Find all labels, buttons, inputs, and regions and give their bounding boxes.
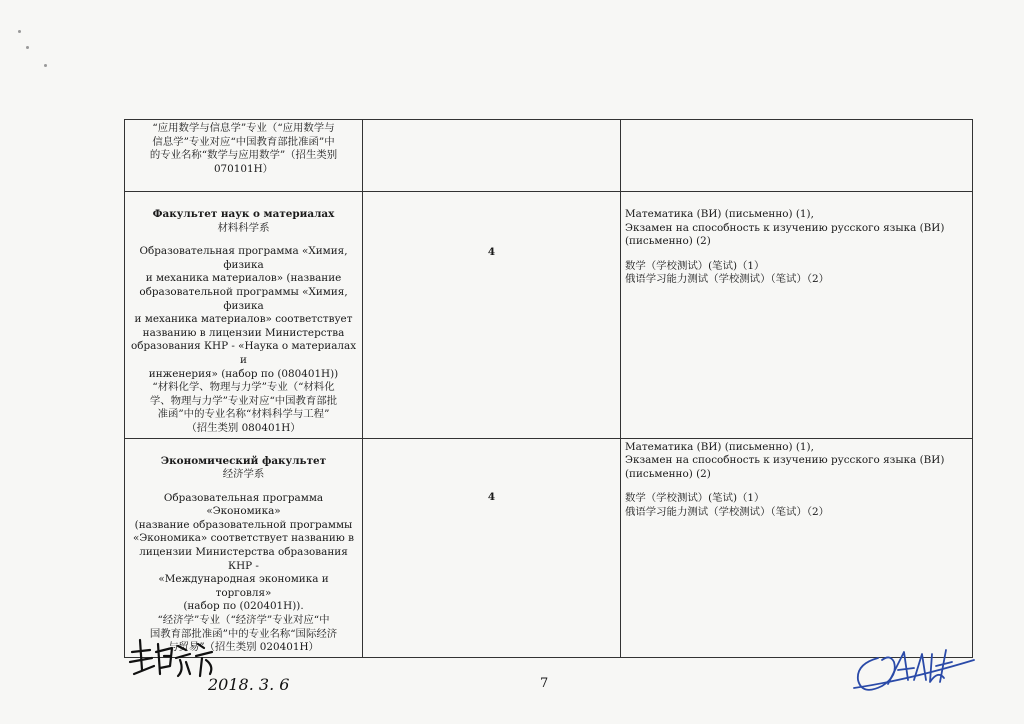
program-line: 学、物理与力学”专业对应“中国教育部批	[149, 394, 338, 407]
program-line: образования КНР - «Наука о материалах и	[130, 340, 357, 366]
program-line: “应用数学与信息学”专业（“应用数学与	[152, 122, 335, 134]
handwritten-signature-left	[120, 630, 310, 704]
program-line: 与贸易”（招生类别 020401H）	[168, 641, 319, 654]
exam-line-ru: Экзамен на способность к изучению русского языка (ВИ)	[625, 454, 945, 467]
places-value: 4	[487, 246, 496, 258]
table-row	[125, 120, 973, 192]
program-cell	[125, 192, 363, 439]
exam-line-ru: Математика (ВИ) (письменно) (1),	[625, 208, 814, 220]
program-line: 的专业名称“数学与应用数学”（招生类别	[149, 149, 338, 162]
exams-cell	[621, 120, 973, 192]
places-cell	[363, 120, 621, 192]
program-line: Образовательная программа «Химия, физика	[139, 245, 348, 271]
exam-line-cn: 俄语学习能力测试（学校测试）（笔试）（2）	[625, 273, 830, 286]
places-value: 4	[487, 490, 496, 503]
programs-table	[124, 119, 973, 658]
handwritten-signature-right	[848, 640, 978, 704]
program-cell	[125, 120, 363, 192]
places-cell	[363, 192, 621, 439]
program-line: и механика материалов» соответствует	[134, 313, 353, 326]
program-line: «Экономика» соответствует названию в	[132, 532, 355, 545]
program-cell	[125, 438, 363, 657]
places-cell	[363, 438, 621, 657]
faculty-name-ru: Факультет наук о материалах	[152, 208, 335, 220]
program-line: (название образовательной программы	[134, 518, 353, 531]
exam-line-ru: (письменно) (2)	[625, 467, 711, 480]
signature-scribble	[120, 630, 310, 700]
exam-line-cn: 俄语学习能力测试（学校测试）（笔试）（2）	[625, 505, 830, 518]
exams-cell	[621, 192, 973, 439]
program-line: “材料化学、物理与力学”专业（“材料化	[152, 381, 335, 394]
table-row	[125, 438, 973, 657]
program-line: 国教育部批准函”中的专业名称“国际经济	[149, 627, 338, 640]
program-line: 信息学”专业对应“中国教育部批准函”中	[152, 135, 335, 148]
program-line: образовательной программы «Химия, физика	[139, 285, 348, 312]
exam-line-cn: 数学（学校测试）(笔试)（1）	[625, 492, 765, 505]
program-line: （招生类别 080401H）	[186, 421, 301, 434]
page-number: 7	[540, 676, 549, 691]
table-row	[125, 192, 973, 439]
signature-scribble	[848, 640, 978, 700]
scan-speck	[44, 64, 47, 67]
program-line: «Международная экономика и торговля»	[158, 573, 329, 599]
exam-line-ru: (письменно) (2)	[625, 235, 711, 248]
exam-line-cn: 数学（学校测试）(笔试)（1）	[625, 259, 765, 272]
program-line: лицензии Министерства образования КНР -	[139, 546, 348, 572]
scan-speck	[18, 30, 21, 33]
exam-line-ru: Математика (ВИ) (письменно) (1),	[625, 440, 814, 453]
signature-date: 2018. 3. 6	[208, 675, 290, 694]
faculty-name-ru: Экономический факультет	[160, 454, 327, 467]
faculty-name-cn: 材料科学系	[217, 221, 270, 234]
exam-line-ru: Экзамен на способность к изучению русского языка (ВИ)	[625, 221, 945, 234]
exams-cell	[621, 438, 973, 657]
program-line: названию в лицензии Министерства	[142, 326, 345, 339]
faculty-name-cn: 经济学系	[222, 468, 265, 481]
program-line: “经济学”专业（“经济学”专业对应“中	[157, 614, 330, 627]
program-line: Образовательная программа «Экономика»	[163, 491, 324, 518]
program-line: и механика материалов» (название	[145, 272, 342, 285]
scan-speck	[26, 46, 29, 49]
program-line: 070101H）	[213, 162, 274, 175]
program-line: (набор по (020401H)).	[183, 600, 304, 613]
program-line: 准函”中的专业名称“材料科学与工程”	[157, 408, 330, 421]
program-line: инженерия» (набор по (080401H))	[148, 367, 339, 380]
